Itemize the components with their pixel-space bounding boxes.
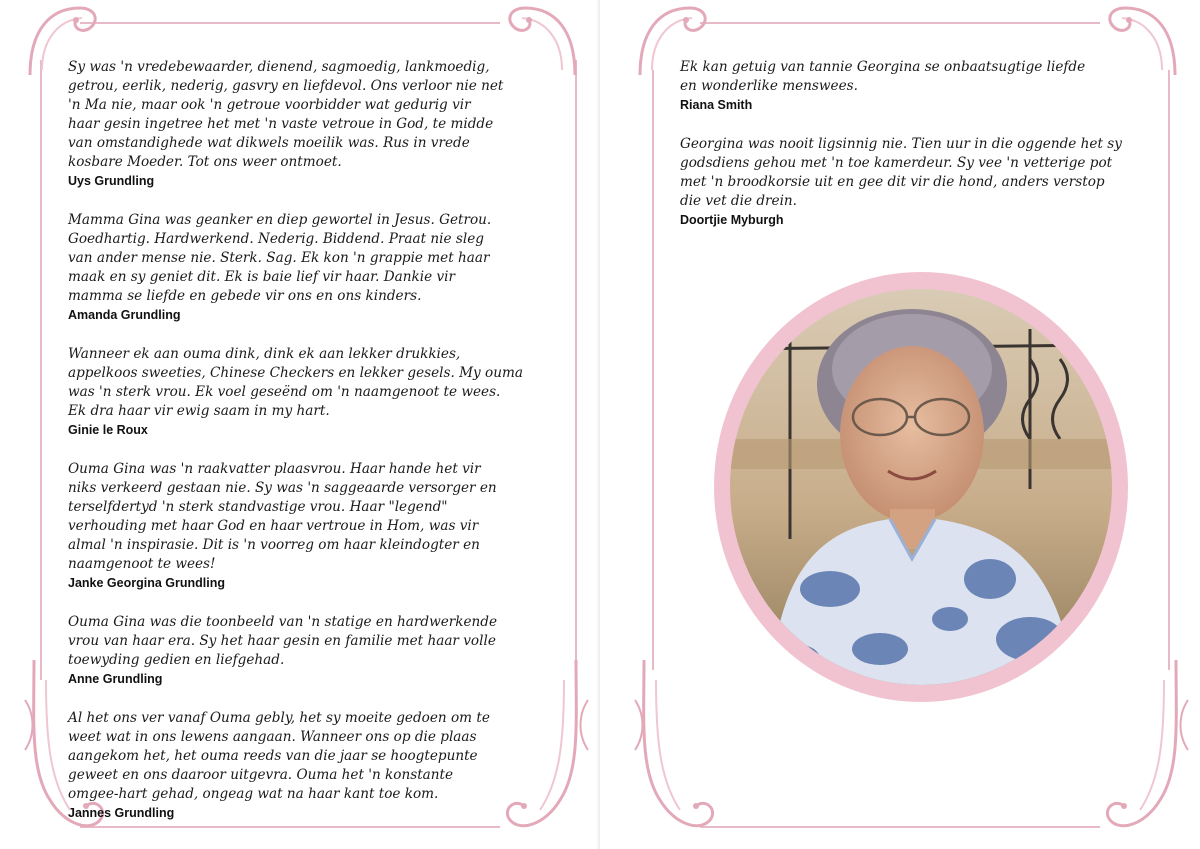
tribute-author: Riana Smith [680,98,753,112]
frame-border-top [80,22,500,24]
tribute-author: Doortjie Myburgh [680,213,784,227]
tribute [680,58,1140,114]
portrait-photo [730,289,1112,685]
tribute [68,709,568,822]
scroll-ornament-icon [630,660,720,849]
tribute [68,58,568,190]
frame-border-right [575,60,577,680]
right-tributes [680,58,1140,250]
tribute-text: Sy was 'n vredebewaarder, dienend, sagmoedig, lankmoedig, getrou, eerlik, nederig, gasvry en liefdevol. Ons verloor nie net 'n Ma nie, maar ook 'n getroue voorbidder wat gedurig vir haar gesin ingetree het met 'n vaste vetroue in God, te midde van omstandighede wat dikwels moeilik was. Rus in vrede kosbare Moeder. Tot ons weer ontmoet. [68,59,504,170]
tribute [680,135,1140,229]
tribute-author: Jannes Grundling [68,806,175,820]
tribute-author: Ginie le Roux [68,423,148,437]
scroll-ornament-icon [1100,660,1195,849]
frame-border-right [1168,70,1170,670]
tribute-text: Ouma Gina was die toonbeeld van 'n statige en hardwerkende vrou van haar era. Sy het haar gesin en familie met haar volle toewyding gedien en liefgehad. [68,614,498,668]
portrait-illustration [730,289,1112,685]
tribute-author: Anne Grundling [68,672,163,686]
frame-border-left [652,70,654,670]
tribute-text: Mamma Gina was geanker en diep gewortel in Jesus. Getrou. Goedhartig. Hardwerkend. Nederig. Biddend. Praat nie sleg van ander mense nie. Sterk. Sag. Ek kon 'n grappie met haar maak en sy geniet dit. Ek is baie lief vir haar. Dankie vir mamma se liefde en gebede vir ons en ons kinders. [68,212,492,304]
tribute-text: Ek kan getuig van tannie Georgina se onbaatsugtige liefde en wonderlike menswees. [680,59,1086,94]
tribute-text: Ouma Gina was 'n raakvatter plaasvrou. Haar hande het vir niks verkeerd gestaan nie. Sy was 'n saggeaarde versorger en terselfdertyd 'n sterk standvastige vrou. Haar "legend" verhouding met haar God en haar vertroue in Hom, was vir almal 'n inspirasie. Dit is 'n voorreg om haar kleindogter en naamgenoot te wees! [68,461,497,572]
tribute-author: Janke Georgina Grundling [68,576,225,590]
tribute [68,345,568,439]
tribute-text: Al het ons ver vanaf Ouma gebly, het sy moeite gedoen om te weet wat in ons lewens aangaan. Wanneer ons op die plaas aangekom het, het ouma reeds van die jaar se hoogtepunte geweet en ons daaroor uitgevra. Ouma het 'n konstante omgee-hart gehad, ongeag wat na haar kant toe kom. [68,710,490,802]
tribute [68,460,568,592]
tribute-text: Wanneer ek aan ouma dink, dink ek aan lekker drukkies, appelkoos sweeties, Chinese Checkers en lekker gesels. My ouma was 'n sterk vrou. Ek voel geseënd om 'n naamgenoot te wees. Ek dra haar vir ewig saam in my hart. [68,346,523,419]
tribute-text: Georgina was nooit ligsinnig nie. Tien uur in die oggende het sy godsdiens gehou met 'n toe kamerdeur. Sy vee 'n vetterige pot met 'n broodkorsie uit en gee dit vir die hond, anders verstop die vet die drein. [680,136,1122,209]
tribute-author: Amanda Grundling [68,308,181,322]
frame-border-bottom [700,826,1100,828]
tribute [68,211,568,324]
tribute-author: Uys Grundling [68,174,155,188]
frame-border-left [40,60,42,680]
left-tributes [68,58,568,843]
tribute [68,613,568,688]
frame-border-top [700,22,1100,24]
